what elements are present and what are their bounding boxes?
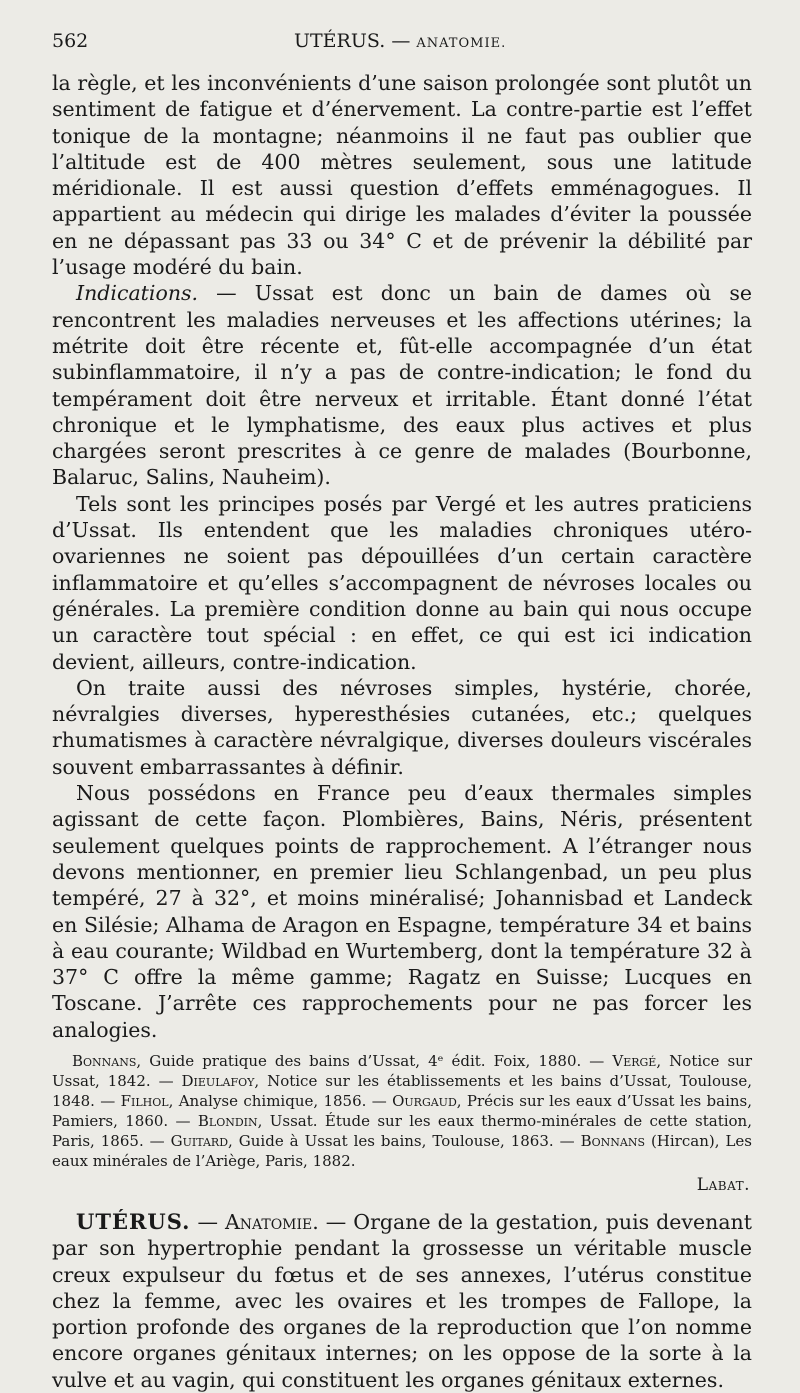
- bib-author: Bonnans: [580, 1131, 645, 1150]
- bib-author: Guitard: [170, 1131, 229, 1150]
- paragraph-comparisons: Nous possédons en France peu d’eaux thermales simples agissant de cette façon. Plombières, Bains, Néris, présentent seulement quelques points de rapprochement. A l’étranger nous devons mentionner, en premier lieu Schlangenbad, un peu plus tempéré, 27 à 32°, et moins minéralisé; Johannisbad et Landeck en Silésie; Alhama de Aragon en Espagne, température 34 et bains à eau courante; Wildbad en Wurtemberg, dont la température 32 à 37° C offre la même gamme; Ragatz en Suisse; Lucques en Toscane. J’arrête ces rapprochements pour ne pas forcer les analogies.: [52, 781, 752, 1042]
- entry-section: Anatomie.: [224, 1209, 319, 1234]
- indications-text: — Ussat est donc un bain de dames où se rencontrent les maladies nerveuses et les affections utérines; la métrite doit être récente et, fût-elle accompagnée d’un état subinflammatoire, il n’y a pas de contre-indication; le fond du tempérament doit être nerveux et irritable. Étant donné l’état chronique et le lymphatisme, des eaux plus actives et plus chargées seront prescrites à ce genre de malades (Bourbonne, Balaruc, Salins, Nauheim).: [52, 281, 752, 490]
- bib-author: Dieulafoy: [181, 1071, 255, 1090]
- header-dash: —: [391, 30, 411, 52]
- bib-author: Blondin: [197, 1111, 258, 1130]
- bib-author: Ourgaud: [392, 1091, 457, 1110]
- running-header: [52, 30, 752, 60]
- bib-text: , Notice sur les établissements et les bains d’Ussat, Toulouse, 1848. —: [52, 1071, 752, 1110]
- entry-text: — Organe de la gestation, puis devenant par son hypertrophie pendant la grossesse un véritable muscle creux expulseur du fœtus et de ses annexes, l’utérus constitue chez la femme, avec les ovaires et les trompes de Fallope, la portion profonde des organes de la reproduction que l’on nomme encore organes génitaux internes; on les oppose de la sorte à la vulve et au vagin, qui constituent les organes génitaux externes.: [52, 1209, 752, 1392]
- author-signature: Labat.: [696, 1174, 750, 1195]
- indications-label: Indications.: [76, 281, 199, 306]
- header-subtitle: ANATOMIE.: [416, 36, 507, 51]
- entry-uterus: [52, 1209, 752, 1393]
- page: [52, 30, 752, 1393]
- paragraph-indications: [52, 280, 752, 490]
- header-title: UTÉRUS.: [294, 30, 386, 52]
- entry-dash: —: [190, 1209, 225, 1234]
- running-title: [142, 30, 752, 52]
- paragraph-continuation: la règle, et les inconvénients d’une saison prolongée sont plutôt un sentiment de fatigue et d’énervement. La contre-partie est l’effet tonique de la montagne; néanmoins il ne faut pas oublier que l’altitude est de 400 mètres seulement, sous une latitude méridionale. Il est aussi question d’effets emménagogues. Il appartient au médecin qui dirige les malades d’éviter la poussée en ne dépassant pas 33 ou 34° C et de prévenir la débilité par l’usage modéré du bain.: [52, 71, 752, 280]
- bib-text: , Ussat. Étude sur les eaux thermo-minérales de cette station, Paris, 1865. —: [52, 1111, 752, 1150]
- bib-text: (Hircan), Les eaux minérales de l’Ariège, Paris, 1882.: [52, 1131, 752, 1170]
- bib-author: Vergé: [612, 1051, 657, 1070]
- bibliography: [52, 1051, 752, 1171]
- bib-text: , Précis sur les eaux d’Ussat les bains, Pamiers, 1860. —: [52, 1091, 752, 1130]
- bib-text: , Notice sur Ussat, 1842. —: [52, 1051, 753, 1090]
- bib-text: , Analyse chimique, 1856. —: [168, 1091, 393, 1110]
- paragraph-neuroses: On traite aussi des névroses simples, hystérie, chorée, névralgies diverses, hyperesthésies cutanées, etc.; quelques rhumatismes à caractère névralgique, diverses douleurs viscérales souvent embarrassantes à définir.: [52, 675, 752, 779]
- paragraph-principles: Tels sont les principes posés par Vergé et les autres praticiens d’Ussat. Ils entendent que les maladies chroniques utéro-ovariennes ne soient pas dépouillées d’un certain caractère inflammatoire et qu’elles s’accompagnent de névroses locales ou générales. La première condition donne au bain qui nous occupe un caractère tout spécial : en effet, ce qui est ici indication devient, ailleurs, contre-indication.: [52, 491, 752, 674]
- bib-author: Bonnans: [72, 1051, 137, 1070]
- bib-text: , Guide à Ussat les bains, Toulouse, 1863. —: [228, 1131, 581, 1150]
- page-number: 562: [52, 30, 89, 52]
- bib-author: Filhol: [120, 1091, 169, 1110]
- bib-text: , Guide pratique des bains d’Ussat, 4ᵉ édit. Foix, 1880. —: [136, 1051, 613, 1070]
- entry-headword: UTÉRUS.: [76, 1208, 191, 1234]
